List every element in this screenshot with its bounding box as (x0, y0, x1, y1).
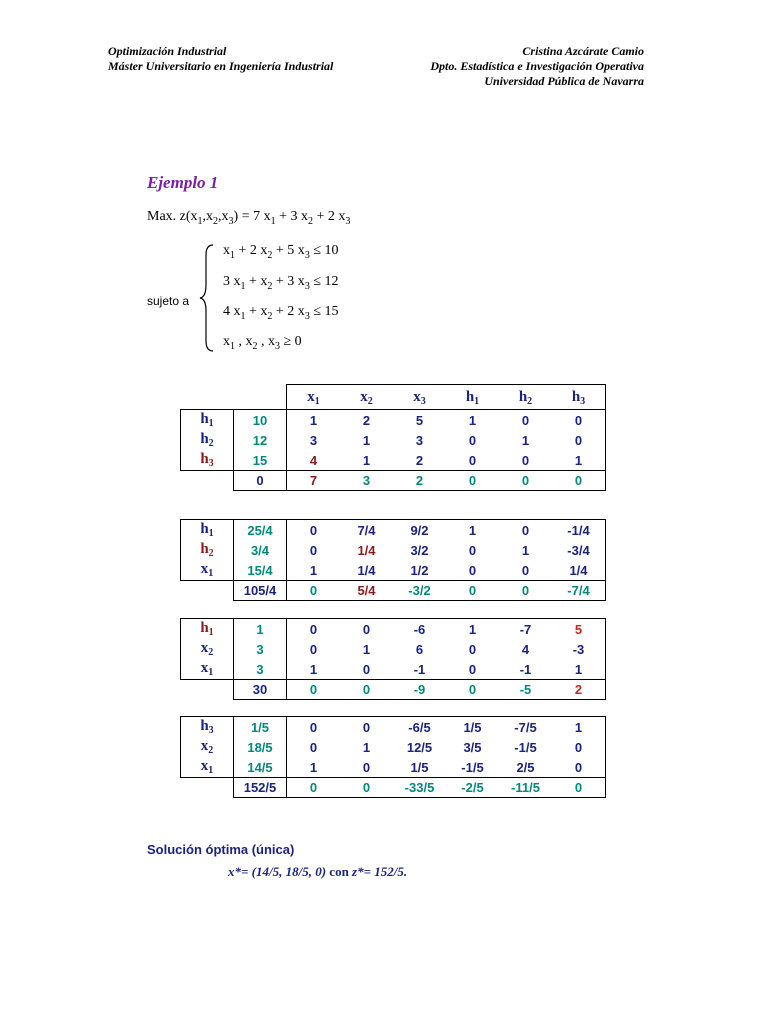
table-cell: -6 (393, 619, 446, 640)
tableau-row (181, 659, 606, 680)
table-cell: 0 (362, 759, 371, 775)
table-cell: -1/5 (514, 739, 537, 755)
basis-label: $h_2$ (181, 430, 234, 450)
rhs-value: 15/4 (234, 560, 287, 581)
pivot-cell: 5 (552, 619, 606, 640)
tableau-header-row (181, 385, 606, 410)
pivot-cell: 4 (309, 452, 318, 468)
university-name: Universidad Pública de Navarra (484, 74, 644, 88)
reduced-cost: -9 (393, 680, 446, 700)
basis-label: $h_2$ (181, 540, 234, 560)
table-cell: 2 (340, 410, 393, 431)
table-cell: 1 (287, 410, 341, 431)
objective-value: 0 (234, 471, 287, 491)
rhs-value: 1 (234, 619, 287, 640)
table-cell: 1 (521, 542, 530, 558)
tableau-row (181, 717, 606, 738)
table-cell: 0 (468, 542, 477, 558)
table-cell: 6 (415, 641, 424, 657)
table-cell: 3 (309, 432, 318, 448)
tableau-2 (180, 519, 606, 601)
table-cell: -1/5 (461, 759, 484, 775)
reduced-cost: 0 (340, 680, 393, 700)
table-cell: 0 (362, 661, 371, 677)
document-header-left (108, 44, 333, 74)
rhs-value: 1/5 (234, 717, 287, 738)
col-header-h2: $h_2$ (499, 385, 552, 410)
table-cell: 0 (499, 520, 552, 541)
basis-label: $x_1$ (181, 659, 234, 680)
constraint-2: 3 $x_1 + x_2 + 3$ $x_3 \le 12$ (223, 274, 339, 292)
tableau-row (181, 520, 606, 541)
basis-label: $h_3$ (181, 450, 234, 471)
table-cell: 1/5 (410, 759, 429, 775)
table-cell: -1/4 (552, 520, 606, 541)
tableau-row (181, 737, 606, 757)
subject-to-label: sujeto a (147, 294, 190, 308)
table-cell: -7/5 (499, 717, 552, 738)
table-cell: 1 (521, 432, 530, 448)
table-cell: -6/5 (393, 717, 446, 738)
table-cell: 0 (552, 737, 606, 757)
reduced-cost: -5 (499, 680, 552, 700)
table-cell: 1/4 (552, 560, 606, 581)
reduced-cost: 0 (340, 778, 393, 798)
tableau-row (181, 639, 606, 659)
objective-value: 105/4 (234, 581, 287, 601)
table-cell: 0 (552, 430, 606, 450)
col-header-x2: $x_2$ (340, 385, 393, 410)
table-cell: 1 (309, 562, 318, 578)
tableau-row (181, 560, 606, 581)
table-cell: 0 (287, 520, 341, 541)
basis-label: $x_2$ (181, 737, 234, 757)
solution-title: Solución óptima (única) (147, 842, 295, 857)
reduced-cost: 0 (499, 581, 552, 601)
table-cell: 0 (468, 452, 477, 468)
table-cell: 5 (393, 410, 446, 431)
table-cell: 3/5 (463, 739, 482, 755)
rhs-value: 12 (234, 430, 287, 450)
reduced-cost: 0 (552, 778, 606, 798)
program-title: Máster Universitario en Ingeniería Industrial (108, 59, 334, 73)
tableau-row (181, 540, 606, 560)
table-cell: 1 (362, 641, 371, 657)
rhs-value: 10 (234, 410, 287, 431)
table-cell: -3/4 (552, 540, 606, 560)
reduced-cost: 3 (340, 471, 393, 491)
table-cell: 9/2 (393, 520, 446, 541)
col-header-x1: $x_1$ (287, 385, 341, 410)
objective-value: 152/5 (234, 778, 287, 798)
table-cell: 0 (521, 562, 530, 578)
rhs-value: 15 (234, 450, 287, 471)
reduced-cost: 2 (552, 680, 606, 700)
table-cell: 2 (415, 452, 424, 468)
reduced-cost: 0 (499, 471, 552, 491)
table-cell: 1 (552, 659, 606, 680)
table-cell: 1/2 (410, 562, 429, 578)
table-cell: -1 (519, 661, 532, 677)
tableau-row (181, 410, 606, 431)
reduced-cost: 0 (446, 471, 499, 491)
table-cell: 1 (446, 410, 499, 431)
tableau-z-row (181, 581, 606, 601)
basis-label: $h_1$ (181, 410, 234, 431)
tableau-z-row (181, 778, 606, 798)
col-header-h1: $h_1$ (446, 385, 499, 410)
reduced-cost: -2/5 (446, 778, 499, 798)
table-cell: 0 (340, 619, 393, 640)
table-cell: 0 (287, 619, 341, 640)
table-cell: 0 (468, 661, 477, 677)
tableau-row (181, 430, 606, 450)
table-cell: 0 (340, 717, 393, 738)
table-cell: 3/2 (410, 542, 429, 558)
table-cell: 1 (446, 520, 499, 541)
table-cell: 1 (552, 450, 606, 471)
table-cell: 0 (468, 641, 477, 657)
basis-label: $x_2$ (181, 639, 234, 659)
table-cell: 0 (468, 562, 477, 578)
table-cell: 2/5 (516, 759, 535, 775)
table-cell: 1 (362, 452, 371, 468)
reduced-cost: -11/5 (499, 778, 552, 798)
constraint-4: $x_1$ , $x_2$ , $x_3 \ge 0$ (223, 334, 302, 352)
table-cell: 12/5 (406, 739, 433, 755)
example-title: Ejemplo 1 (147, 173, 219, 192)
table-cell: 0 (552, 410, 606, 431)
table-cell: 1/5 (446, 717, 499, 738)
col-header-x3: $x_3$ (393, 385, 446, 410)
rhs-value: 3/4 (234, 540, 287, 560)
rhs-value: 14/5 (234, 757, 287, 778)
left-brace-icon (198, 243, 216, 353)
table-cell: 0 (552, 757, 606, 778)
tableau-4 (180, 716, 606, 798)
reduced-cost: -7/4 (552, 581, 606, 601)
table-cell: 0 (309, 739, 318, 755)
tableau-z-row (181, 471, 606, 491)
table-cell: 0 (499, 410, 552, 431)
reduced-cost: 0 (287, 778, 341, 798)
table-cell: 0 (309, 542, 318, 558)
tableau-3 (180, 618, 606, 700)
rhs-value: 3 (234, 639, 287, 659)
basis-label: $h_1$ (181, 520, 234, 541)
reduced-cost: -3/2 (393, 581, 446, 601)
tableau-row (181, 450, 606, 471)
table-cell: 0 (468, 432, 477, 448)
table-cell: 4 (521, 641, 530, 657)
reduced-cost: -33/5 (393, 778, 446, 798)
table-cell: 1 (552, 717, 606, 738)
solution-statement: x*= (14/5, 18/5, 0) con z*= 152/5. (228, 864, 408, 879)
table-cell: 1 (309, 661, 318, 677)
reduced-cost: 0 (287, 680, 341, 700)
table-cell: 0 (521, 452, 530, 468)
basis-label: $x_1$ (181, 757, 234, 778)
tableau-row (181, 619, 606, 640)
reduced-cost: 7 (287, 471, 341, 491)
table-cell: 0 (287, 717, 341, 738)
course-title: Optimización Industrial (108, 44, 227, 58)
pivot-cell: 1/4 (357, 542, 376, 558)
basis-label: $h_1$ (181, 619, 234, 640)
rhs-value: 3 (234, 659, 287, 680)
table-cell: 1 (362, 432, 371, 448)
constraint-3: 4 $x_1 + x_2 + 2$ $x_3 \le 15$ (223, 304, 339, 322)
constraint-1: $x_1 + 2$ $x_2 + 5$ $x_3 \le 10$ (223, 243, 339, 261)
reduced-cost: 0 (552, 471, 606, 491)
author-name: Cristina Azcárate Camio (522, 44, 644, 58)
reduced-cost: 0 (287, 581, 341, 601)
table-cell: 1/4 (357, 562, 376, 578)
document-header-right (430, 44, 644, 89)
table-cell: 3 (415, 432, 424, 448)
reduced-cost: 2 (393, 471, 446, 491)
rhs-value: 25/4 (234, 520, 287, 541)
basis-label: $x_1$ (181, 560, 234, 581)
table-cell: -1 (413, 661, 426, 677)
table-cell: -7 (499, 619, 552, 640)
table-cell: 7/4 (340, 520, 393, 541)
department-name: Dpto. Estadística e Investigación Operativa (430, 59, 644, 73)
objective-value: 30 (234, 680, 287, 700)
table-cell: -3 (552, 639, 606, 659)
col-header-h3: $h_3$ (552, 385, 606, 410)
reduced-cost: 0 (446, 581, 499, 601)
tableau-1 (180, 384, 606, 491)
rhs-value: 18/5 (234, 737, 287, 757)
table-cell: 1 (446, 619, 499, 640)
reduced-cost: 5/4 (340, 581, 393, 601)
tableau-row (181, 757, 606, 778)
table-cell: 1 (362, 739, 371, 755)
table-cell: 0 (309, 641, 318, 657)
tableau-z-row (181, 680, 606, 700)
table-cell: 1 (309, 759, 318, 775)
reduced-cost: 0 (446, 680, 499, 700)
objective-function: Max. $z(x_1,x_2,x_3) = 7$ $x_1 + 3$ $x_2 + 2$ $x_3$ (147, 209, 351, 227)
basis-label: $h_3$ (181, 717, 234, 738)
